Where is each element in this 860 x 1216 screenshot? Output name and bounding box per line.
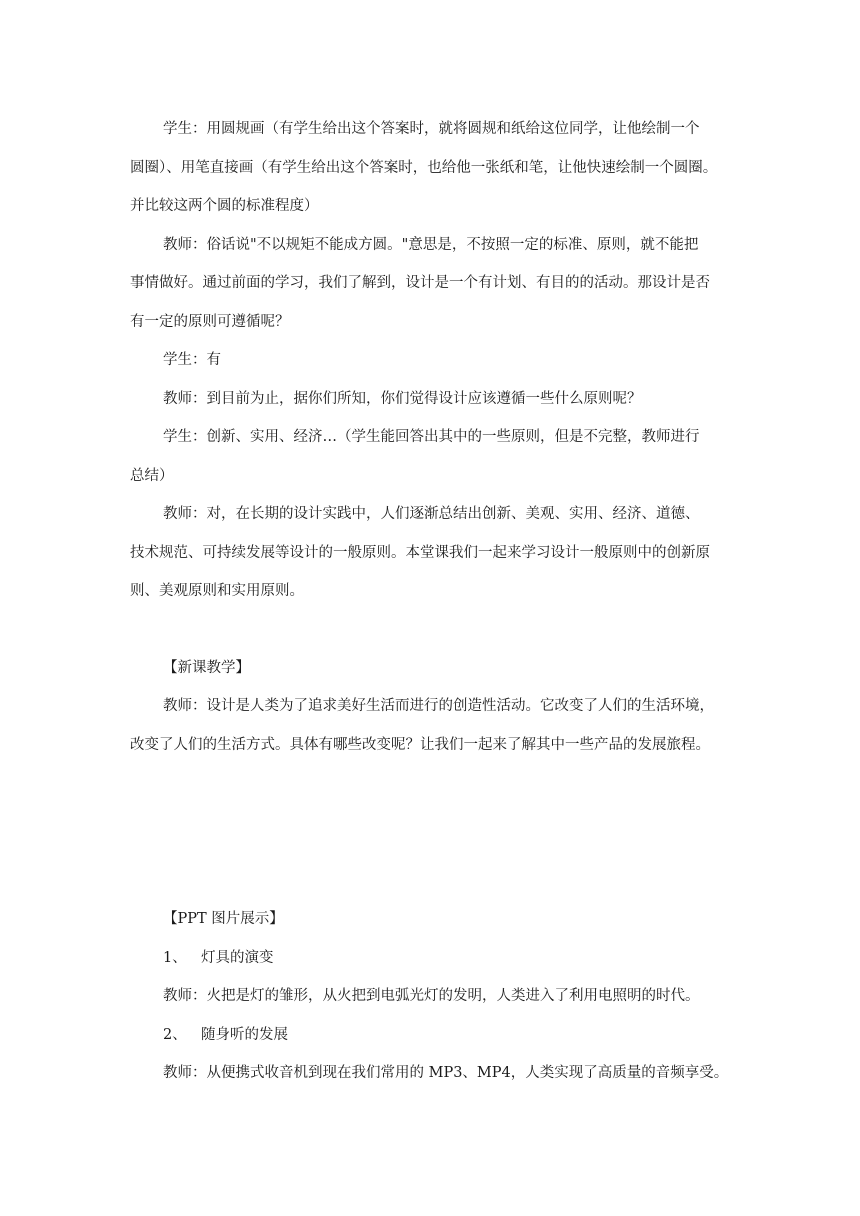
paragraph-student-answer-2: [130, 418, 730, 495]
list-item-walkman: [130, 1016, 730, 1055]
spacer: [130, 764, 730, 900]
list-item-number: 2、: [163, 1026, 187, 1043]
section-heading-new-lesson: 【新课教学】: [163, 659, 250, 676]
paragraph-student-yes: [130, 341, 730, 380]
section-heading-ppt: 【PPT 图片展示】: [163, 911, 284, 927]
text-line: 总结）: [130, 467, 174, 484]
list-item-lamp: [130, 939, 730, 978]
text-line: 学生：创新、实用、经济…（学生能回答出其中的一些原则，但是不完整，教师进行: [163, 429, 700, 445]
text-line: 教师：对，在长期的设计实践中，人们逐渐总结出创新、美观、实用、经济、道德、: [163, 506, 700, 522]
section-ppt: [130, 900, 730, 1093]
paragraph-teacher-summary: [130, 495, 730, 611]
document-page: [130, 110, 730, 1093]
text-line: 有一定的原则可遵循呢？: [130, 313, 290, 330]
text-line: 圆圈）、用笔直接画（有学生给出这个答案时，也给他一张纸和笔，让他快速绘制一个圆圈。: [130, 159, 718, 176]
text-line: 学生：有: [163, 352, 221, 368]
list-item-number: 1、: [163, 949, 187, 966]
text-line: 则、美观原则和实用原则。: [130, 583, 304, 599]
text-line: 教师：从便携式收音机到现在我们常用的 MP3、MP4，人类实现了高质量的音频享受。: [163, 1065, 729, 1081]
spacer: [130, 611, 730, 649]
list-item-title: 随身听的发展: [201, 1026, 288, 1043]
text-line: 教师：火把是灯的雏形，从火把到电弧光灯的发明，人类进入了利用电照明的时代。: [163, 988, 700, 1004]
text-line: 技术规范、可持续发展等设计的一般原则。本堂课我们一起来学习设计一般原则中的创新原: [130, 544, 710, 561]
text-line: 并比较这两个圆的标准程度）: [130, 198, 319, 214]
list-item-title: 灯具的演变: [201, 949, 274, 966]
text-line: 教师：俗话说"不以规矩不能成方圆。"意思是，不按照一定的标准、原则，就不能把: [163, 236, 699, 253]
section-new-lesson: [130, 649, 730, 765]
text-line: 学生：用圆规画（有学生给出这个答案时，就将圆规和纸给这位同学，让他绘制一个: [163, 121, 700, 137]
text-line: 改变了人们的生活方式。具体有哪些改变呢？让我们一起来了解其中一些产品的发展旅程。: [130, 736, 710, 753]
text-line: 事情做好。通过前面的学习，我们了解到，设计是一个有计划、有目的的活动。那设计是否: [130, 275, 710, 291]
text-line: 教师：设计是人类为了追求美好生活而进行的创造性活动。它改变了人们的生活环境，: [163, 698, 714, 714]
text-line: 教师：到目前为止，据你们所知，你们觉得设计应该遵循一些什么原则呢？: [163, 390, 642, 407]
paragraph-teacher-proverb: [130, 226, 730, 342]
paragraph-student-answer-1: [130, 110, 730, 226]
paragraph-teacher-question: [130, 380, 730, 419]
